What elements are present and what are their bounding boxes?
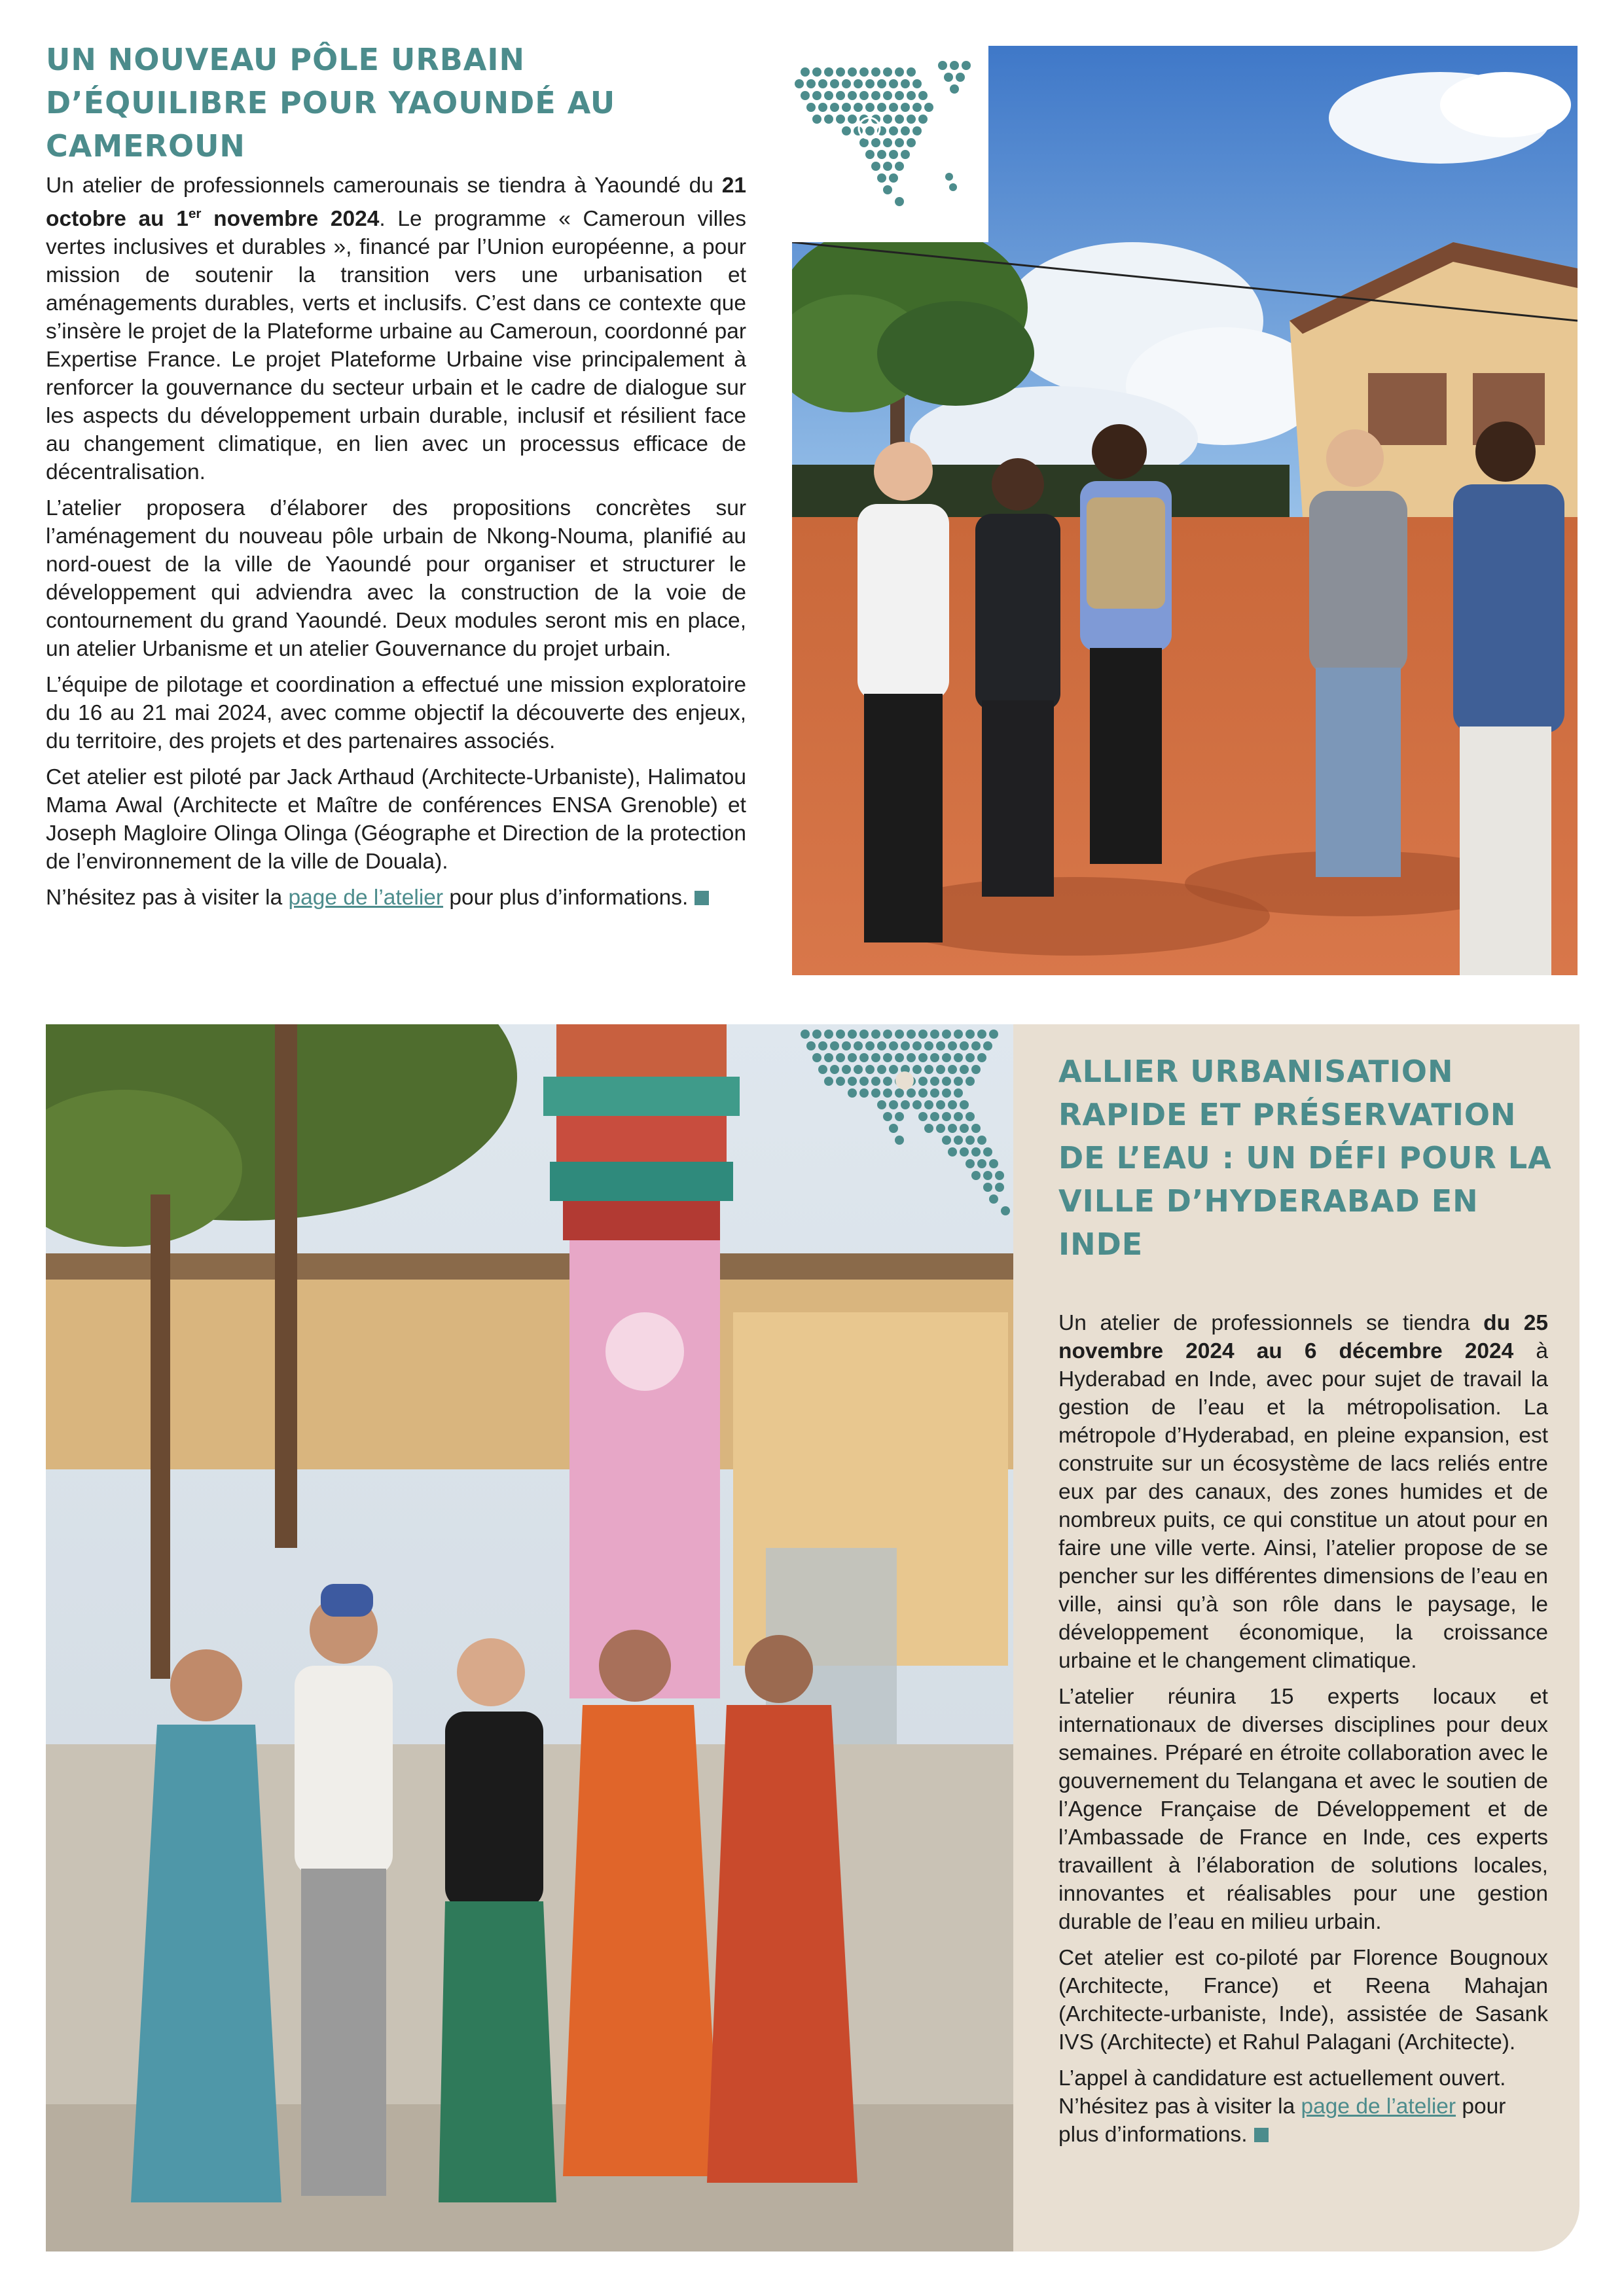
article1-atelier-link[interactable]: page de l’atelier — [288, 886, 444, 910]
article2-paragraph-1: Un atelier de professionnels se tiendra du 25 novembre 2024 au 6 décembre 2024 à Hyderabad en Inde, avec pour sujet de travail la gestion de l’eau et la métropolisation. La métropole d’Hyderabad, en pleine expansion, est construite sur un écosystème de lacs reliés entre eux par des canaux, des zones humides et de nombreux puits, ce qui constitue un atout pour en faire une ville verte. Ainsi, l’atelier propose de se pencher sur les différentes dimensions de l’eau en ville, ainsi qu’à son rôle dans le paysage, le développement économique, la croissance urbaine et le changement climatique. — [1058, 1311, 1549, 1673]
article2-paragraph-5: N’hésitez pas à visiter la page de l’atelier pour plus d’informations. — [1058, 2094, 1506, 2147]
article2-paragraph-4: L’appel à candidature est actuellement ouvert. — [1058, 2066, 1506, 2090]
article1-paragraph-2: L’atelier proposera d’élaborer des propositions concrètes sur l’aménagement du nouveau pôle urbain de Nkong-Nouma, planifié au nord-ouest de la ville de Yaoundé pour organiser et structurer le développement qui adviendra avec la construction de la voie de contournement du grand Yaoundé. Deux modules seront mis en place, un atelier Urbanisme et un atelier Gouvernance du projet urbain. — [46, 496, 746, 662]
article1-paragraph-4: Cet atelier est piloté par Jack Arthaud (Architecte-Urbaniste), Halimatou Mama Awal (Architecte et Maître de conférences ENSA Grenoble) et Joseph Magloire Olinga Olinga (Géographe et Direction de la protection de l’environnement de la ville de Douala). — [46, 765, 746, 874]
article2-body — [1058, 1309, 1548, 2149]
cameroon-photo — [792, 46, 1578, 975]
article1-paragraph-1: Un atelier de professionnels camerounais se tiendra à Yaoundé du 21 octobre au 1er novembre 2024. Le programme « Cameroun villes vertes inclusives et durables », financé par l’Union européenne, a pour mission de soutenir la transition vers une urbanisation et aménagements durables, verts et inclusifs. C’est dans ce contexte que s’insère le projet de la Plateforme urbaine au Cameroun, coordonné par Expertise France. Le projet Plateforme Urbaine vise principalement à renforcer la gouvernance du secteur urbain et le cadre de dialogue sur les aspects du développement urbain durable, inclusif et résilient face au changement climatique, en lien avec un processus efficace de décentralisation. — [46, 173, 746, 485]
article1-paragraph-5: N’hésitez pas à visiter la page de l’atelier pour plus d’informations. — [46, 884, 746, 912]
article1-body — [46, 171, 746, 912]
world-map-ornament — [792, 1024, 1015, 1221]
end-mark-icon — [695, 891, 709, 905]
article1-dates: 21 octobre au 1er novembre 2024 — [46, 173, 746, 232]
article2-dates: du 25 novembre 2024 au 6 décembre 2024 — [1058, 1311, 1549, 1363]
article2-paragraph-2: L’atelier réunira 15 experts locaux et internationaux de diverses disciplines pour deux semaines. Préparé en étroite collaboration avec le gouvernement du Telangana et avec le soutien de l’Agence Française de Développement et de l’Ambassade de France en Inde, ces experts travaillent à l’élaboration de solutions locales, innovantes et réalisables pour une gestion durable de l’eau en milieu urbain. — [1058, 1685, 1548, 1934]
article2-paragraph-3: Cet atelier est co-piloté par Florence Bougnoux (Architecte, France) et Reena Mahajan (Architecte-urbaniste, Inde), assistée de Sasank IVS (Architecte) et Rahul Palagani (Architecte). — [1058, 1946, 1548, 2054]
article1-title: UN NOUVEAU PÔLE URBAIN D’ÉQUILIBRE POUR YAOUNDÉ AU CAMEROUN — [46, 42, 616, 164]
article1-paragraph-3: L’équipe de pilotage et coordination a effectué une mission exploratoire du 16 au 21 mai 2024, avec comme objectif la découverte des enjeux, du territoire, des projets et des partenaires associés. — [46, 673, 746, 754]
article2-title: ALLIER URBANISATION RAPIDE ET PRÉSERVATION DE L’EAU : UN DÉFI POUR LA VILLE D’HYDERABAD EN INDE — [1058, 1054, 1552, 1262]
asia-map-icon — [801, 1030, 1010, 1215]
article2-atelier-link[interactable]: page de l’atelier — [1301, 2094, 1456, 2119]
end-mark-icon — [1254, 2128, 1269, 2142]
